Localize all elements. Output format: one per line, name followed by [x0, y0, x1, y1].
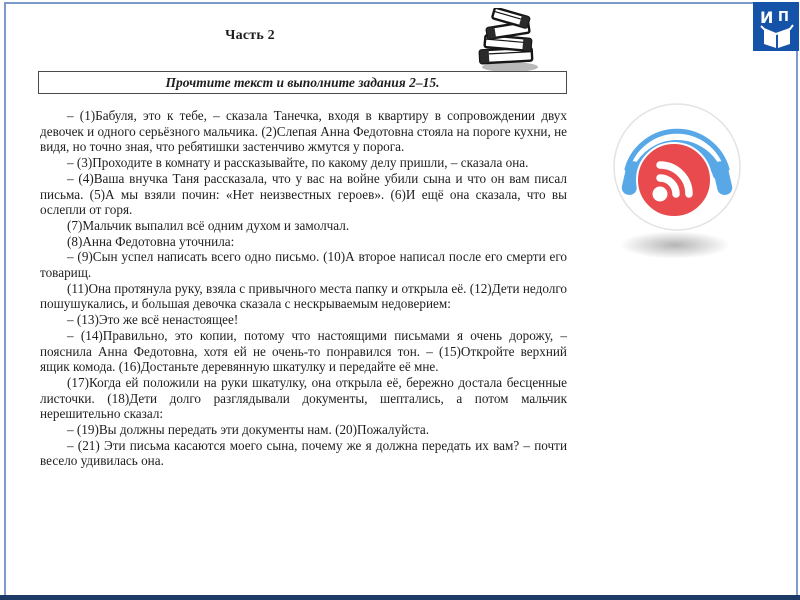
- instruction-box: [38, 71, 567, 94]
- paragraph: – (19)Вы должны передать эти документы нам. (20)Пожалуйста.: [67, 422, 430, 438]
- logo-letter-i: И: [760, 8, 774, 27]
- exam-text: [40, 108, 567, 469]
- paragraph: – (4)Ваша внучка Таня рассказала, что у вас на войне убили сына и что он вам писал письма. (5)А мы взяли почин: «Нет неизвестных героев». (6)И ещё она сказала, что вы ослепли от горя.: [40, 170, 567, 218]
- paragraph: (8)Анна Федотовна уточнила:: [67, 233, 235, 249]
- books-icon: [472, 8, 544, 74]
- paragraph: – (9)Сын успел написать всего одно письмо. (10)А второе написал после его смерти его товарищ.: [40, 249, 567, 281]
- paragraph: (11)Она протянула руку, взяла с привычного места папку и открыла её. (12)Дети недолго пошушукались, и большая девочка сказала с нескрываемым недоверием:: [40, 280, 567, 312]
- part-title: Часть 2: [225, 28, 275, 43]
- infourok-logo: [753, 2, 799, 51]
- instruction-text: Прочтите текст и выполните задания 2–15.: [165, 74, 440, 90]
- paragraph: – (1)Бабуля, это к тебе, – сказала Танечка, входя в квартиру в сопровождении двух девочек и одного серьёзного мальчика. (2)Слепая Анна Федотовна стояла на пороге кухни, не видя, но точно зная, что ребятишки застенчиво жмутся у порога.: [40, 108, 567, 155]
- paragraph: – (3)Проходите в комнату и рассказывайте, по какому делу пришли, – сказала она.: [67, 155, 529, 171]
- podcast-rss-icon: [637, 143, 711, 217]
- logo-letter-p: П: [778, 10, 789, 25]
- audio-icon-shadow: [615, 230, 735, 260]
- paragraph: – (14)Правильно, это копии, потому что настоящими письмами я очень дорожу, – пояснила Анна Федотовна, хотя ей не очень-то понравился тон. – (15)Откройте верхний ящик комода. (16)Достаньте деревянную шкатулку и передайте её мне.: [40, 327, 567, 375]
- slide-bottom-bar: [0, 595, 800, 600]
- slide-border-right: [796, 2, 798, 595]
- paragraph: – (13)Это же всё ненастоящее!: [67, 312, 239, 328]
- audio-play-button[interactable]: [611, 101, 743, 233]
- paragraph: (17)Когда ей положили на руки шкатулку, она открыла её, бережно достала бесценные листочки. (18)Дети долго разглядывали документы, шептались, а потом мальчик нерешительно сказал:: [40, 374, 567, 422]
- slide-border-left: [4, 2, 6, 595]
- slide-border-top: [4, 2, 798, 4]
- paragraph: (7)Мальчик выпалил всё одним духом и замолчал.: [67, 217, 350, 233]
- paragraph: – (21) Эти письма касаются моего сына, почему же я должна передать их вам? – почти весело удивилась она.: [40, 437, 567, 469]
